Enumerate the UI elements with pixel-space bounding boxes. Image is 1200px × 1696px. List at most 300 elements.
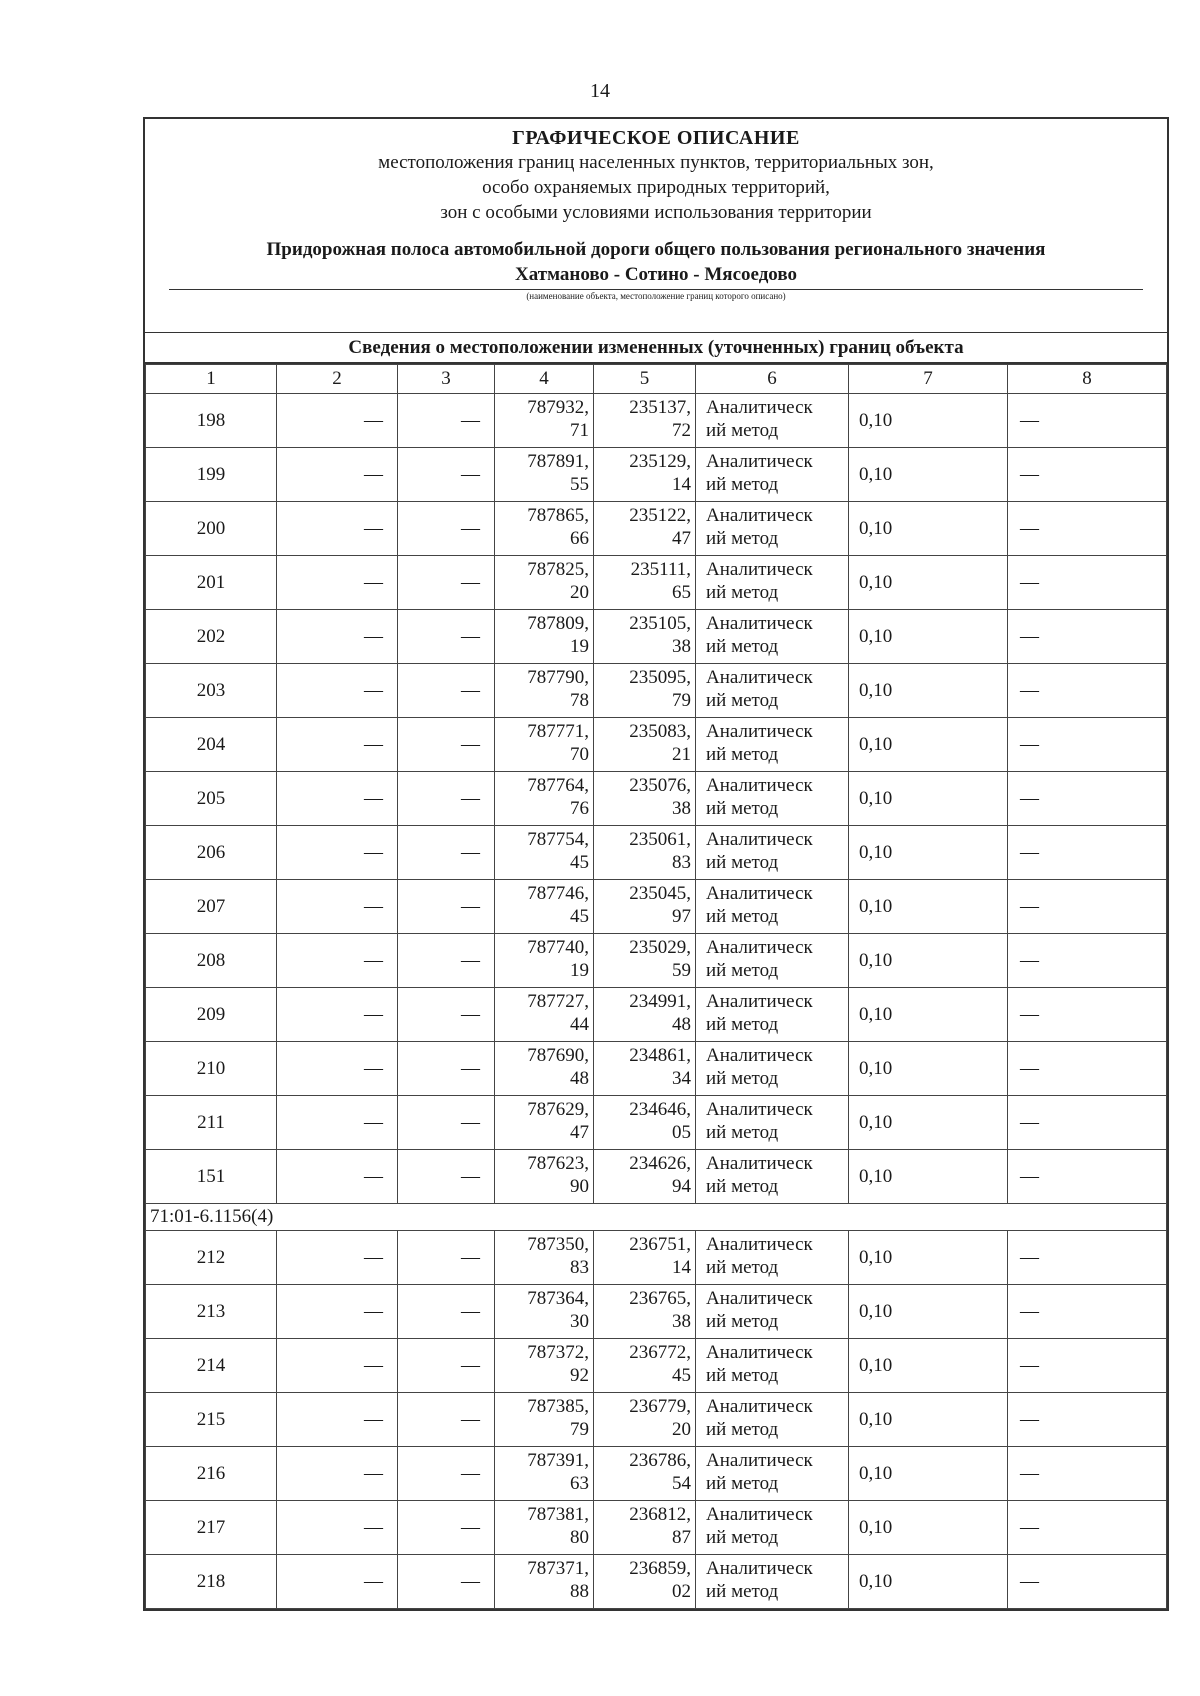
col2-cell	[277, 826, 398, 880]
method-cell-text: ий метод	[706, 1257, 779, 1278]
col2-cell-text: —	[364, 679, 383, 701]
col3-cell	[398, 1150, 495, 1204]
point-number-cell	[146, 664, 277, 718]
accuracy-cell	[849, 988, 1008, 1042]
table-row	[146, 1096, 1167, 1150]
col8-cell-text: —	[1020, 1057, 1039, 1079]
y-coordinate-cell-text: 20	[672, 1419, 691, 1440]
col2-cell	[277, 610, 398, 664]
method-cell-text: ий метод	[706, 1122, 779, 1143]
method-cell-text: ий метод	[706, 798, 779, 819]
page-number: 14	[590, 80, 610, 102]
point-number-cell-text: 215	[196, 1408, 226, 1430]
col3-cell	[398, 1447, 495, 1501]
accuracy-cell-text: 0,10	[859, 895, 893, 917]
point-number-cell	[146, 394, 277, 448]
col8-cell	[1008, 664, 1167, 718]
x-coordinate-cell-text: 90	[570, 1176, 589, 1197]
x-coordinate-cell-text: 63	[570, 1473, 589, 1494]
col3-cell	[398, 718, 495, 772]
point-number-cell-text: 151	[196, 1165, 226, 1187]
y-coordinate-cell-text: 235129,	[629, 451, 691, 472]
point-number-cell	[146, 1447, 277, 1501]
col3-cell-text: —	[461, 1516, 480, 1538]
y-coordinate-cell-text: 236751,	[629, 1234, 691, 1255]
accuracy-cell-text: 0,10	[859, 1111, 893, 1133]
col8-cell	[1008, 1285, 1167, 1339]
method-cell-text: ий метод	[706, 960, 779, 981]
col8-cell	[1008, 1447, 1167, 1501]
method-cell	[696, 1231, 849, 1285]
x-coordinate-cell-text: 79	[570, 1419, 589, 1440]
method-cell-text: Аналитическ	[706, 1234, 813, 1255]
section-title: Сведения о местоположении измененных (уточненных) границ объекта	[145, 332, 1167, 362]
col3-cell-text: —	[461, 895, 480, 917]
accuracy-cell	[849, 1501, 1008, 1555]
method-cell-text: ий метод	[706, 636, 779, 657]
col8-cell	[1008, 1096, 1167, 1150]
x-coordinate-cell	[495, 988, 594, 1042]
accuracy-cell	[849, 1447, 1008, 1501]
col3-cell	[398, 1555, 495, 1609]
x-coordinate-cell-text: 83	[570, 1257, 589, 1278]
col3-cell	[398, 664, 495, 718]
col2-cell	[277, 988, 398, 1042]
y-coordinate-cell-text: 87	[672, 1527, 691, 1548]
y-coordinate-cell	[594, 556, 696, 610]
col8-cell	[1008, 772, 1167, 826]
col2-cell	[277, 448, 398, 502]
table-body	[146, 394, 1167, 1609]
accuracy-cell	[849, 394, 1008, 448]
accuracy-cell-text: 0,10	[859, 409, 893, 431]
col3-cell-text: —	[461, 625, 480, 647]
col3-cell	[398, 1096, 495, 1150]
x-coordinate-cell-text: 787385,	[527, 1396, 589, 1417]
col8-cell	[1008, 1042, 1167, 1096]
x-coordinate-cell-text: 787350,	[527, 1234, 589, 1255]
y-coordinate-cell	[594, 772, 696, 826]
x-coordinate-cell-text: 787809,	[527, 613, 589, 634]
y-coordinate-cell-text: 97	[672, 906, 691, 927]
col3-cell-text: —	[461, 949, 480, 971]
col2-cell-text: —	[364, 1300, 383, 1322]
column-header-4: 4	[495, 365, 594, 394]
method-cell	[696, 1447, 849, 1501]
x-coordinate-cell-text: 787381,	[527, 1504, 589, 1525]
method-cell	[696, 448, 849, 502]
x-coordinate-cell	[495, 610, 594, 664]
method-cell	[696, 1150, 849, 1204]
col2-cell	[277, 880, 398, 934]
y-coordinate-cell-text: 14	[672, 474, 691, 495]
accuracy-cell	[849, 1555, 1008, 1609]
y-coordinate-cell-text: 54	[672, 1473, 691, 1494]
method-cell-text: ий метод	[706, 1365, 779, 1386]
point-number-cell-text: 216	[196, 1462, 226, 1484]
x-coordinate-cell	[495, 1150, 594, 1204]
point-number-cell-text: 210	[196, 1057, 226, 1079]
point-number-cell	[146, 988, 277, 1042]
table-row	[146, 772, 1167, 826]
accuracy-cell-text: 0,10	[859, 571, 893, 593]
col3-cell	[398, 1501, 495, 1555]
col8-cell	[1008, 448, 1167, 502]
y-coordinate-cell-text: 94	[672, 1176, 691, 1197]
y-coordinate-cell-text: 65	[672, 582, 691, 603]
x-coordinate-cell	[495, 772, 594, 826]
table-row	[146, 1339, 1167, 1393]
x-coordinate-cell	[495, 556, 594, 610]
col2-cell-text: —	[364, 733, 383, 755]
col3-cell-text: —	[461, 463, 480, 485]
col8-cell-text: —	[1020, 1462, 1039, 1484]
accuracy-cell	[849, 1339, 1008, 1393]
accuracy-cell-text: 0,10	[859, 841, 893, 863]
col8-cell	[1008, 1393, 1167, 1447]
col2-cell	[277, 1231, 398, 1285]
table-row	[146, 556, 1167, 610]
method-cell	[696, 1555, 849, 1609]
y-coordinate-cell	[594, 1285, 696, 1339]
method-cell	[696, 394, 849, 448]
col2-cell	[277, 718, 398, 772]
col2-cell-text: —	[364, 949, 383, 971]
point-number-cell-text: 214	[196, 1354, 226, 1376]
col8-cell-text: —	[1020, 679, 1039, 701]
y-coordinate-cell-text: 236779,	[629, 1396, 691, 1417]
point-number-cell	[146, 502, 277, 556]
col2-cell	[277, 934, 398, 988]
table-row	[146, 1393, 1167, 1447]
accuracy-cell-text: 0,10	[859, 733, 893, 755]
column-header-7: 7	[849, 365, 1008, 394]
point-number-cell-text: 205	[196, 787, 226, 809]
col3-cell-text: —	[461, 787, 480, 809]
point-number-cell-text: 200	[196, 517, 226, 539]
point-number-cell	[146, 448, 277, 502]
method-cell-text: ий метод	[706, 1311, 779, 1332]
col2-cell-text: —	[364, 1354, 383, 1376]
y-coordinate-cell-text: 234991,	[629, 991, 691, 1012]
col3-cell	[398, 610, 495, 664]
col3-cell	[398, 1339, 495, 1393]
point-number-cell-text: 213	[196, 1300, 226, 1322]
point-number-cell-text: 204	[196, 733, 226, 755]
col8-cell	[1008, 502, 1167, 556]
col3-cell-text: —	[461, 517, 480, 539]
method-cell	[696, 1501, 849, 1555]
method-cell-text: Аналитическ	[706, 1288, 813, 1309]
y-coordinate-cell-text: 14	[672, 1257, 691, 1278]
coordinates-table	[145, 364, 1167, 1609]
method-cell-text: Аналитическ	[706, 1153, 813, 1174]
y-coordinate-cell	[594, 988, 696, 1042]
table-row	[146, 664, 1167, 718]
col8-cell	[1008, 826, 1167, 880]
y-coordinate-cell	[594, 1042, 696, 1096]
column-header-5: 5	[594, 365, 696, 394]
table-row	[146, 718, 1167, 772]
point-number-cell-text: 199	[196, 463, 226, 485]
col8-cell-text: —	[1020, 895, 1039, 917]
point-number-cell-text: 217	[196, 1516, 226, 1538]
col3-cell-text: —	[461, 1111, 480, 1133]
col2-cell-text: —	[364, 1165, 383, 1187]
x-coordinate-cell	[495, 502, 594, 556]
col3-cell	[398, 1231, 495, 1285]
col8-cell-text: —	[1020, 1111, 1039, 1133]
col2-cell	[277, 1393, 398, 1447]
method-cell-text: ий метод	[706, 1473, 779, 1494]
point-number-cell	[146, 772, 277, 826]
x-coordinate-cell-text: 30	[570, 1311, 589, 1332]
method-cell	[696, 1285, 849, 1339]
x-coordinate-cell-text: 71	[570, 420, 589, 441]
x-coordinate-cell	[495, 448, 594, 502]
method-cell-text: ий метод	[706, 528, 779, 549]
x-coordinate-cell-text: 55	[570, 474, 589, 495]
point-number-cell-text: 207	[196, 895, 226, 917]
col2-cell-text: —	[364, 1462, 383, 1484]
method-cell-text: ий метод	[706, 744, 779, 765]
x-coordinate-cell	[495, 826, 594, 880]
y-coordinate-cell	[594, 1096, 696, 1150]
accuracy-cell	[849, 1393, 1008, 1447]
col8-cell	[1008, 1501, 1167, 1555]
y-coordinate-cell	[594, 664, 696, 718]
x-coordinate-cell	[495, 1285, 594, 1339]
col3-cell	[398, 1393, 495, 1447]
table-row	[146, 1555, 1167, 1609]
col8-cell-text: —	[1020, 1570, 1039, 1592]
subtitle-line: местоположения границ населенных пунктов, территориальных зон,	[378, 152, 934, 173]
point-number-cell	[146, 610, 277, 664]
col2-cell	[277, 1555, 398, 1609]
col2-cell-text: —	[364, 625, 383, 647]
accuracy-cell-text: 0,10	[859, 1003, 893, 1025]
col8-cell	[1008, 394, 1167, 448]
x-coordinate-cell-text: 45	[570, 852, 589, 873]
column-header-3: 3	[398, 365, 495, 394]
table-row	[146, 448, 1167, 502]
x-coordinate-cell	[495, 1555, 594, 1609]
y-coordinate-cell-text: 235083,	[629, 721, 691, 742]
subtitle-line: зон с особыми условиями использования территории	[440, 202, 872, 223]
col2-cell	[277, 1150, 398, 1204]
point-number-cell-text: 212	[196, 1246, 226, 1268]
col2-cell	[277, 394, 398, 448]
method-cell	[696, 934, 849, 988]
method-cell-text: Аналитическ	[706, 937, 813, 958]
document-frame	[143, 117, 1169, 1611]
point-number-cell	[146, 1339, 277, 1393]
column-header-2: 2	[277, 365, 398, 394]
method-cell	[696, 556, 849, 610]
y-coordinate-cell	[594, 826, 696, 880]
x-coordinate-cell-text: 47	[570, 1122, 589, 1143]
col8-cell	[1008, 880, 1167, 934]
accuracy-cell-text: 0,10	[859, 625, 893, 647]
point-number-cell-text: 206	[196, 841, 226, 863]
col8-cell-text: —	[1020, 1003, 1039, 1025]
x-coordinate-cell-text: 19	[570, 636, 589, 657]
accuracy-cell	[849, 502, 1008, 556]
group-label: 71:01-6.1156(4)	[146, 1204, 1167, 1231]
y-coordinate-cell	[594, 1555, 696, 1609]
y-coordinate-cell-text: 235122,	[629, 505, 691, 526]
method-cell-text: ий метод	[706, 1581, 779, 1602]
col3-cell-text: —	[461, 1165, 480, 1187]
y-coordinate-cell-text: 47	[672, 528, 691, 549]
col3-cell-text: —	[461, 1246, 480, 1268]
table-row	[146, 394, 1167, 448]
col8-cell-text: —	[1020, 625, 1039, 647]
point-number-cell-text: 201	[196, 571, 226, 593]
y-coordinate-cell-text: 235076,	[629, 775, 691, 796]
col2-cell-text: —	[364, 571, 383, 593]
object-caption: (наименование объекта, местоположение границ которого описано)	[526, 291, 786, 301]
x-coordinate-cell-text: 787623,	[527, 1153, 589, 1174]
col3-cell	[398, 1042, 495, 1096]
y-coordinate-cell	[594, 1393, 696, 1447]
y-coordinate-cell-text: 38	[672, 1311, 691, 1332]
x-coordinate-cell-text: 19	[570, 960, 589, 981]
accuracy-cell-text: 0,10	[859, 1300, 893, 1322]
method-cell-text: ий метод	[706, 1176, 779, 1197]
x-coordinate-cell-text: 92	[570, 1365, 589, 1386]
accuracy-cell-text: 0,10	[859, 1462, 893, 1484]
col2-cell	[277, 1096, 398, 1150]
method-cell	[696, 664, 849, 718]
accuracy-cell	[849, 1285, 1008, 1339]
x-coordinate-cell-text: 787690,	[527, 1045, 589, 1066]
col2-cell-text: —	[364, 1057, 383, 1079]
table-row	[146, 1150, 1167, 1204]
method-cell-text: ий метод	[706, 1068, 779, 1089]
col2-cell	[277, 772, 398, 826]
y-coordinate-cell	[594, 880, 696, 934]
x-coordinate-cell-text: 78	[570, 690, 589, 711]
y-coordinate-cell	[594, 448, 696, 502]
col8-cell	[1008, 1231, 1167, 1285]
column-header-6: 6	[696, 365, 849, 394]
accuracy-cell-text: 0,10	[859, 1354, 893, 1376]
method-cell-text: Аналитическ	[706, 1396, 813, 1417]
x-coordinate-cell-text: 787754,	[527, 829, 589, 850]
col8-cell-text: —	[1020, 1246, 1039, 1268]
x-coordinate-cell-text: 66	[570, 528, 589, 549]
x-coordinate-cell-text: 80	[570, 1527, 589, 1548]
object-name-line1: Придорожная полоса автомобильной дороги общего пользования регионального значения	[266, 239, 1046, 260]
accuracy-cell	[849, 934, 1008, 988]
col8-cell-text: —	[1020, 409, 1039, 431]
accuracy-cell	[849, 1042, 1008, 1096]
accuracy-cell-text: 0,10	[859, 1516, 893, 1538]
x-coordinate-cell-text: 787372,	[527, 1342, 589, 1363]
col8-cell	[1008, 1339, 1167, 1393]
table-row	[146, 1042, 1167, 1096]
col2-cell	[277, 556, 398, 610]
y-coordinate-cell-text: 83	[672, 852, 691, 873]
col2-cell-text: —	[364, 1111, 383, 1133]
y-coordinate-cell-text: 236772,	[629, 1342, 691, 1363]
y-coordinate-cell-text: 235029,	[629, 937, 691, 958]
x-coordinate-cell-text: 787891,	[527, 451, 589, 472]
col2-cell	[277, 1501, 398, 1555]
accuracy-cell	[849, 880, 1008, 934]
group-row	[146, 1204, 1167, 1231]
y-coordinate-cell	[594, 934, 696, 988]
col2-cell-text: —	[364, 787, 383, 809]
col3-cell-text: —	[461, 1003, 480, 1025]
col8-cell	[1008, 988, 1167, 1042]
table-header	[146, 365, 1167, 394]
x-coordinate-cell	[495, 1042, 594, 1096]
point-number-cell	[146, 880, 277, 934]
method-cell-text: Аналитическ	[706, 667, 813, 688]
accuracy-cell	[849, 1096, 1008, 1150]
y-coordinate-cell-text: 02	[672, 1581, 691, 1602]
col8-cell-text: —	[1020, 733, 1039, 755]
col8-cell	[1008, 556, 1167, 610]
table-row	[146, 988, 1167, 1042]
x-coordinate-cell-text: 76	[570, 798, 589, 819]
point-number-cell-text: 218	[196, 1570, 226, 1592]
y-coordinate-cell	[594, 502, 696, 556]
accuracy-cell-text: 0,10	[859, 517, 893, 539]
col8-cell-text: —	[1020, 1354, 1039, 1376]
col8-cell	[1008, 1555, 1167, 1609]
col2-cell-text: —	[364, 409, 383, 431]
col8-cell-text: —	[1020, 571, 1039, 593]
x-coordinate-cell-text: 787790,	[527, 667, 589, 688]
col8-cell-text: —	[1020, 1300, 1039, 1322]
y-coordinate-cell-text: 48	[672, 1014, 691, 1035]
col2-cell-text: —	[364, 1246, 383, 1268]
y-coordinate-cell-text: 38	[672, 798, 691, 819]
point-number-cell	[146, 1501, 277, 1555]
x-coordinate-cell	[495, 1231, 594, 1285]
y-coordinate-cell-text: 79	[672, 690, 691, 711]
point-number-cell	[146, 1150, 277, 1204]
x-coordinate-cell	[495, 664, 594, 718]
x-coordinate-cell	[495, 1501, 594, 1555]
method-cell	[696, 610, 849, 664]
col2-cell	[277, 1285, 398, 1339]
method-cell-text: Аналитическ	[706, 829, 813, 850]
method-cell-text: Аналитическ	[706, 1504, 813, 1525]
x-coordinate-cell-text: 787825,	[527, 559, 589, 580]
method-cell-text: Аналитическ	[706, 1342, 813, 1363]
method-cell	[696, 502, 849, 556]
x-coordinate-cell-text: 70	[570, 744, 589, 765]
col2-cell-text: —	[364, 517, 383, 539]
y-coordinate-cell	[594, 1447, 696, 1501]
method-cell-text: ий метод	[706, 1014, 779, 1035]
point-number-cell	[146, 934, 277, 988]
accuracy-cell	[849, 718, 1008, 772]
column-header-1: 1	[146, 365, 277, 394]
col3-cell-text: —	[461, 679, 480, 701]
col8-cell	[1008, 934, 1167, 988]
method-cell-text: Аналитическ	[706, 883, 813, 904]
method-cell-text: Аналитическ	[706, 1558, 813, 1579]
col3-cell-text: —	[461, 1462, 480, 1484]
y-coordinate-cell-text: 236859,	[629, 1558, 691, 1579]
x-coordinate-cell-text: 787364,	[527, 1288, 589, 1309]
y-coordinate-cell	[594, 718, 696, 772]
